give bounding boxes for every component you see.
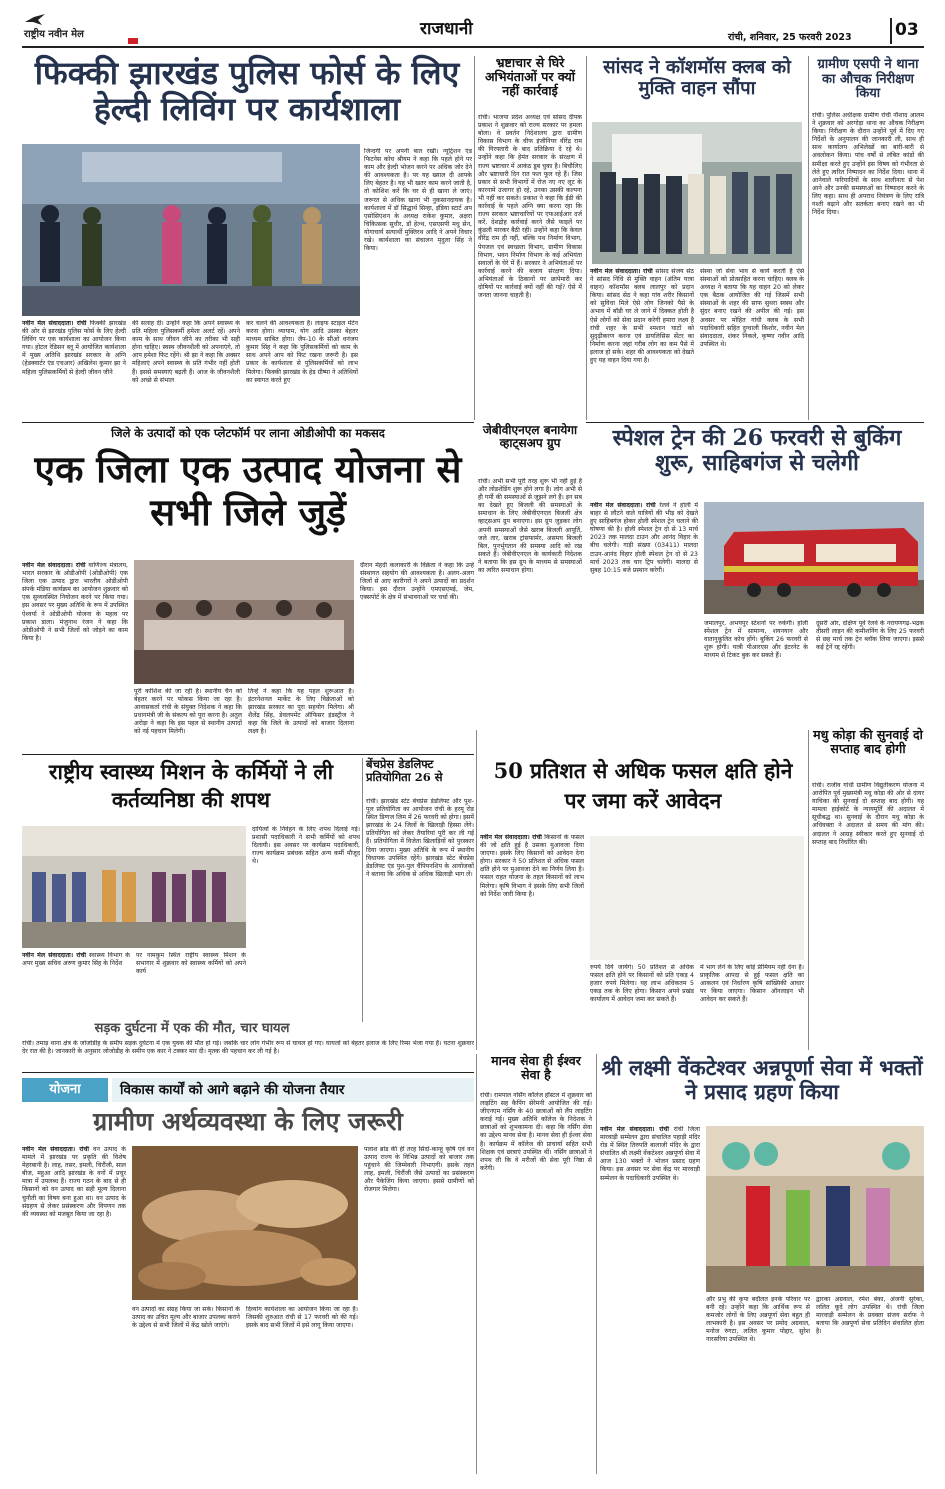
ficci-col-2: की सलाह दी। उन्होंने कहा कि अपने स्वास्थ्य के प्रति महिला पुलिसकर्मी हमेशा अलर्ट रहें। अपने काम के साथ जीवन जीने का तरीका भी सही होना चाहिए। स्वस्थ जीवनशैली को अपनाएंगे, तो आप हमेशा फिट रहेंगे। श्री झा ने कहा कि अक्सर महिलाएं अपने स्वास्थ्य के प्रति गंभीर नहीं होती हैं। इससे समस्याएं बढ़ती हैं। आज के जीवनशैली को अच्छे से संभाल <box>132 320 240 384</box>
yojana-story <box>22 1076 474 1476</box>
train-headline: स्पेशल ट्रेन की 26 फरवरी से बुकिंग शुरू, साहिबगंज से चलेगी <box>612 425 902 476</box>
sansad-photo <box>592 122 802 264</box>
yojana-byline: नवीन मेल संवाददाता। रांची <box>22 1146 89 1153</box>
yojana-col-3: दिव्यांग कार्यशाला का आयोजन किया जा रहा है। जिसकी शुरुआत रांची से 17 फरवरी को की गई। इसके बाद सभी जिलों में इसे लागू किया जाएगा। <box>246 1306 358 1330</box>
madhu-text: रांची। राजीव गांधी ग्रामीण विद्युतीकरण योजना में आरोपित पूर्व मुख्यमंत्री मधु कोड़ा की ओर से दायर याचिका की सुनवाई दो सप्ताह बाद होगी। यह मामला हाईकोर्ट के न्यायमूर्ति की अदालत में सूचीबद्ध था। सुनवाई के दौरान मधु कोड़ा के अधिवक्ता ने अदालत से समय की मांग की। अदालत ने आग्रह स्वीकार करते हुए सुनवाई दो सप्ताह बाद निर्धारित की। <box>812 782 924 846</box>
bird-logo-icon <box>24 12 46 26</box>
odop-story <box>22 426 474 752</box>
accident-text: रांची। तमाड़ थाना क्षेत्र के जोजोडीह के समीप सड़क दुर्घटना में एक युवक की मौत हो गई। जबकि चार लोग गंभीर रूप से घायल हो गए। घायलों को बेहतर इलाज के लिए रिम्स भेजा गया है। घटना शुक्रवार देर रात की है। जानकारी के अनुसार जोजोडीह के समीप एक कार ने टक्कर मार दी। मृतक की पहचान कर ली गई है। <box>22 1040 474 1056</box>
ficci-headline: फिक्की झारखंड पुलिस फोर्स के लिए हेल्दी लिविंग पर कार्यशाला <box>34 54 460 128</box>
page-number: 03 <box>895 20 919 40</box>
yojana-col-4: पलाश ब्रांड की ही तरह सिदो-कान्हू कृषि एवं वन उत्पाद राज्य के विभिन्न उत्पादों को बाजार तक पहुंचाने की जिम्मेवारी निभाएगी। इसके तहत लाह, इमली, चिरौंजी जैसे उत्पादों का प्रसंस्करण और पैकेजिंग किया जाएगा। इससे ग्रामीणों को रोजगार मिलेगा। <box>364 1146 474 1194</box>
odop-col-3: दौरान मेंहदी कलाकारी के विक्रेता ने कहा कि उन्हें संस्थागत सहयोग की आवश्यकता है। अलग-अलग जिलों से आए कारीगरों ने अपने उत्पादों का प्रदर्शन किया। इस दौरान उन्होंने एमएसएमई, जेम, एक्सपोर्ट के क्षेत्र में संभावनाओं पर चर्चा की। <box>360 562 474 602</box>
odop-photo <box>134 560 354 684</box>
train-byline: नवीन मेल संवाददाता। रांची <box>590 502 656 509</box>
column-divider <box>474 56 475 420</box>
yojana-col-2: वन उत्पादों का संग्रह किया जा सके। किसानों के उत्पाद का उचित मूल्य और बाजार उपलब्ध कराने के उद्देश्य से सभी जिलों में केंद्र खोले जाएंगे। <box>132 1306 240 1330</box>
sansad-story <box>590 56 804 420</box>
venkatesh-col-1 <box>600 1126 700 1474</box>
nhm-story <box>22 758 360 1022</box>
column-divider <box>586 56 587 420</box>
column-divider <box>362 758 363 1022</box>
page-date: रांची, शनिवार, 25 फरवरी 2023 <box>728 32 852 43</box>
venkatesh-byline: नवीन मेल संवाददाता। रांची <box>600 1126 669 1133</box>
column-divider <box>476 730 477 1050</box>
bhrashtachar-text: रांची। भाजपा प्रदेश अध्यक्ष एवं सांसद दीपक प्रकाश ने शुक्रवार को राज्य सरकार पर हमला बोला। वे प्रवर्तन निदेशालय द्वारा ग्रामीण विकास विभाग के चीफ इंजीनियर वीरेंद्र राम की गिरफ्तारी के बाद प्रतिक्रिया दे रहे थे। उन्होंने कहा कि हेमंत सरकार के संरक्षण में राज्य भ्रष्टाचार में आकंठ डूब चुका है। बिचौलिए और भ्रष्टाचारी दिन रात फल फूल रहे हैं। जिस प्रकार से सभी विभागों में रोज नए नए लूट के कारनामे उजागर हो रहे, उनका उसकी कल्पना भी नहीं कर सकते। प्रकाश ने कहा कि ईडी की कार्रवाई के पहले अग्नि क्या करना रहा कि राज्य सरकार भ्रष्टाचारियों पर एफआईआर दर्ज करें, देशद्रोह कार्रवाई करने जैसे फाइलें पर कुंडली मारकर बैठी रही। उन्होंने कहा कि केवल वीरेंद्र राम ही नहीं, बल्कि पथ निर्माण विभाग, पेयजल एवं स्वच्छता विभाग, ग्रामीण विकास विभाग, भवन निर्माण विभाग के कई अभियंता सवालों के घेरे में हैं। सरकार ने अभियंताओं पर कार्रवाई करने की बजाय संरक्षण दिया। अभियंताओं के ठिकानों पर छापेमारी कर दोषियों पर कार्रवाई क्यों नहीं की गई? ऐसे में जनता जानना चाहती है। <box>478 114 582 300</box>
nhm-col-1 <box>22 952 130 1022</box>
madhu-story <box>812 728 924 1050</box>
odop-col-4: तिन्हें ने कहा कि यह पहल शुरूआत है। इंटरनेशनल मार्केट के लिए विक्रेताओं को झारखंड सरकार का पूरा सहयोग मिलेगा। श्री शैलेंद्र सिंह, डेवलपमेंट ऑफिसर इंडस्ट्रीज ने कहा कि जिले के उत्पादों को बाजार दिलाना लक्ष्य है। <box>248 688 354 736</box>
nhm-headline: राष्ट्रीय स्वास्थ्य मिशन के कर्मियों ने ली कर्तव्यनिष्ठा की शपथ <box>48 759 334 813</box>
venkatesh-headline: श्री लक्ष्मी वेंकटेश्वर अन्नपूर्णा सेवा में भक्तों ने प्रसाद ग्रहण किया <box>601 1055 923 1104</box>
train-story <box>590 426 924 726</box>
sansad-byline: नवीन मेल संवाददाता। रांची <box>590 268 653 275</box>
sansad-col-2: संस्था जो सेवा भाव से कार्य करती है ऐसे संस्थाओं को प्रोत्साहित करना चाहिए। क्लब के अध्यक्ष ने बताया कि यह वाहन 20 को लेकर एक बैठक आयोजित की गई जिसमें सभी संस्थाओं के शहर की साफ सुथरा स्वस्थ और सुंदर बनाए रखने की अपील की गई। इस अवसर पर मोहित गांधी क्लब के सभी पदाधिकारी सहित दुग्धाली किशोर, नवीन मेल संवाददाता, शंकर निकले, कृष्णा नवीन आदि उपस्थित थे। <box>700 268 804 348</box>
odop-kicker: जिले के उत्पादों को एक प्लेटफॉर्म पर लाना ओडीओपी का मकसद <box>111 426 385 440</box>
venkatesh-col-3: द्वारका अग्रवाल, रमेश बंका, अंजनी सुरेका, ललित कूदे लोग उपस्थित थे। रांची जिला मारवाड़ी सम्मेलन के प्रवक्ता संजय सर्राफ ने बताया कि अन्नपूर्णा सेवा प्रतिदिन संचालित होता है। <box>816 1296 924 1336</box>
venkatesh-photo <box>706 1126 924 1292</box>
sp-story <box>812 56 924 420</box>
jbvnl-story <box>478 424 582 724</box>
ficci-text-1: फिक्की झारखंड की ओर से झारखंड पुलिस फोर्स के लिए हेल्दी लिविंग पर एक कार्यशाला का आयोजन किया गया। होटल रेडिसन ब्लू में आयोजित कार्यशाला में मुख्य अतिथि झारखंड सरकार के अग्नि (हेडक्वार्टर एंड एचआर) अखिलेश कुमार झा ने महिला पुलिसकर्मियों से हेल्दी जीवन जीने <box>22 320 126 376</box>
fasal-story <box>480 756 806 1050</box>
chess-story <box>366 758 474 1052</box>
fasal-photo <box>590 836 804 960</box>
nhm-byline: नवीन मेल संवाददाता। रांची <box>22 952 86 959</box>
fasal-col-2: रुपये दिये जायेंगे। 50 प्रतिशत से अधिक फसल क्षति होने पर किसानों को प्रति एकड़ 4 हजार रुपये मिलेगा। यह लाभ अधिकतम 5 एकड़ तक के लिए होगा। किसान अपने प्रखंड कार्यालय में आवेदन जमा कर सकते हैं। <box>590 964 694 1004</box>
train-col-1 <box>590 502 698 726</box>
accident-headline: सड़क दुर्घटना में एक की मौत, चार घायल <box>94 1021 290 1036</box>
nhm-col-3: दायित्वों के निर्वहन के लिए शपथ दिलाई गई। प्रशासी पदाधिकारी ने सभी कर्मियों को शपथ दिलायी। इस अवसर पर कार्यक्रम पदाधिकारी, राज्य कार्यक्रम प्रबंधक सहित अन्य कर्मी मौजूद थे। <box>252 826 360 866</box>
manav-story <box>480 1054 592 1474</box>
sansad-headline: सांसद ने कॉशमॉस क्लब को मुक्ति वाहन सौंपा <box>603 57 791 99</box>
fasal-col-1 <box>480 834 584 1050</box>
section-rule <box>586 422 924 423</box>
accident-story <box>22 1021 474 1070</box>
sp-headline: ग्रामीण एसपी ने थाना का औचक निरीक्षण किया <box>817 57 919 102</box>
nhm-photo <box>22 826 246 948</box>
bhrashtachar-headline: भ्रष्टाचार से घिरे अभियंताओं पर क्यों नहीं कार्रवाई <box>484 55 576 98</box>
yojana-photo <box>132 1146 358 1300</box>
ficci-byline: नवीन मेल संवाददाता। रांची <box>22 320 87 327</box>
sp-text: रांची। पुलिस अधीक्षक ग्रामीण रांची नौशाद आलम ने शुक्रवार को अरगोड़ा थाना का औचक निरीक्षण किया। निरीक्षण के दौरान उन्होंने पूर्व में दिए गए निर्देशों के अनुपालन की जानकारी ली, साथ ही साथ कार्यालय अभिलेखों का बारी-बारी से अवलोकन किया। पांच वर्षों से लंबित कांडों की समीक्षा करते हुए उन्होंने इस विषय को गंभीरता से लेते हुए त्वरित निष्पादन का निर्देश दिया। थाना में आनेवाले फरियादियों के साथ शालीनता से पेश आने और उनकी समस्याओं का निष्पादन करने के लिए कहा। साथ ही अपराध नियंत्रण के लिए रात्रि गश्ती बढ़ाने और सतर्कता बनाए रखने का भी निर्देश दिया। <box>812 112 924 217</box>
fasal-byline: नवीन मेल संवाददाता। रांची <box>480 834 542 841</box>
bhrashtachar-story <box>478 56 582 420</box>
odop-headline: एक जिला एक उत्पाद योजना से सभी जिले जुड़ें <box>34 447 462 534</box>
ficci-story <box>22 52 472 420</box>
sansad-col-1 <box>590 268 694 420</box>
venkatesh-text-1: रांची जिला मारवाड़ी सम्मेलन द्वारा संचालित पहाड़ी मंदिर रोड में स्थित तिरुपति बालाजी मंदिर के द्वारा संचालित श्री लक्ष्मी वेंकटेश्वर अन्नपूर्णा सेवा में आज 130 भक्तों ने भोजन प्रसाद ग्रहण किया। इस अवसर पर सेवा केंद्र पर मारवाड़ी सम्मेलन के पदाधिकारी उपस्थित थे। <box>600 1126 700 1182</box>
ficci-col-1 <box>22 320 126 420</box>
madhu-headline: मधु कोड़ा की सुनवाई दो सप्ताह बाद होगी <box>813 727 923 756</box>
logo-accent <box>128 38 138 44</box>
ficci-col-3: कर चलने की आवश्यकता है। लाइफ स्टाइल मेंटेन करना होगा। व्यायाम, योग आदि उसका बेहतर माध्यम साबित होगा। जैप-10 के सीओ धनंजय कुमार सिंह ने कहा कि पुलिसकर्मियों को काम के साथ अपने आप को फिट रखना जरूरी है। इस प्रकार के कार्यशाला से पुलिसकर्मियों को लाभ मिलेगा। फिक्की झारखंड के हेड ग्रीष्मा ने अतिथियों का स्वागत करते हुए <box>246 320 358 384</box>
venkatesh-col-2: और प्रभु की कृपा बदौलत इनके परिवार पर बनी रहे। उन्होंने कहा कि आर्थिक रूप से कमजोर लोगों के लिए अन्नपूर्णा सेवा बहुत ही लाभकारी है। इस अवसर पर प्रमोद अग्रवाल, मनोज रुंगटा, ललित कुमार पोद्दार, सुरेश नारसरिया उपस्थित थे। <box>706 1296 810 1344</box>
jbvnl-text: रांची। अभी सभी पूरी तरह शुरू भी नहीं हुई है और लोडशेडिंग शुरू होने लगा है। लोग अभी से ही गर्मी की समस्याओं से जूझने लगे हैं। इन सब का देखते हुए बिजली की समस्याओं के समाधान के लिए जेबीवीएनएल बिजली क्षेत्र व्हाट्सअप ग्रुप बनाएगा। इस ग्रुप जुड़कर लोग अपनी समस्याओं जैसे खराब बिजली आपूर्ति, जले तार, खराब ट्रांसफार्मर, असमय बिजली बिल, पुनर्भुगतान की समस्या आदि को रख सकते हैं। जेबीवीएनएल के कार्यकारी निदेशक ने बताया कि इस ग्रुप के माध्यम से समस्याओं का त्वरित समाधान होगा। <box>478 478 582 575</box>
yojana-text-1: वन उत्पाद के मामले में झारखंड पर प्रकृति की विशेष मेहरबानी है। लाह, तसर, इमली, चिरौंजी, साल बीज, महुआ आदि झारखंड के वनों में प्रचुर मात्रा में उपलब्ध हैं। राज्य गठन के बाद से ही किसानों को वन उत्पाद का सही मूल्य दिलाना चुनौती का विषय बना हुआ था। वन उत्पाद के संग्रहण से लेकर प्रसंस्करण और विपणन तक की व्यवस्था को मजबूत किया जा रहा है। <box>22 1146 126 1218</box>
ficci-col-4: जिन्दगी पर अपनी बात रखीं। न्यूट्रिशन एंड फिटनेस कोच श्रीयम ने कहा कि पहले होने पर काम और हेल्दी भोजन करने पर अधिक जोर देने की आवश्यकता है। पर यह ख्याल दी आपके लिए बेहतर है। यह भी खतर काम करने जाती है, तो कोशिश करें कि घर से ही खाना ले जाएं। जरूरत से अधिक खाना भी नुकसानदायक है। कार्यशाला में डॉ सिद्धार्थ सिन्हा, इंडिया स्टार्ट अप एसोसिएशन के अध्यक्ष राकेश कुमार, अक्षरा चिकित्सक सुधीर, डॉ हेल्थ, एसएसपी मधु सेन, योगाचार्य सत्यार्थी मुक्तिरथ आदि ने अपने विचार रखे। कार्यशाला का संचालन मृदुला सिंह ने किया। <box>364 148 472 253</box>
masthead <box>0 0 945 48</box>
odop-byline: नवीन मेल संवाददाता। रांची <box>22 562 86 569</box>
section-rule <box>22 422 474 423</box>
section-rule <box>22 1072 474 1073</box>
venkatesh-story <box>600 1054 924 1474</box>
yojana-headline: ग्रामीण अर्थव्यवस्था के लिए जरूरी <box>93 1107 403 1136</box>
manav-text: रांची। रामपाल नर्सिंग कॉलेज हॉस्टल में शुक्रवार को लाइटिंग सह कैपिंग सेरेमनी आयोजित की गई। जीएनएम नर्सिंग के 40 छात्राओं को लैंप लाइटिंग कराई गई। मुख्य अतिथि कॉलेज के निदेशक ने छात्राओं को शुभकामना दी। कहा कि नर्सिंग सेवा का उद्देश्य मानव सेवा है। मानव सेवा ही ईश्वर सेवा है। कार्यक्रम में कॉलेज की प्राचार्या सहित सभी शिक्षक एवं छात्राएं उपस्थित थीं। नर्सिंग छात्राओं ने शपथ ली कि वे मरीजों की सेवा पूरी निष्ठा से करेंगी। <box>480 1092 592 1172</box>
column-divider <box>808 730 809 1050</box>
column-divider <box>476 1054 477 1474</box>
jbvnl-headline: जेबीवीएनएल बनायेगा व्हाट्सअप ग्रुप <box>482 423 578 451</box>
nhm-text-1: स्वास्थ्य विभाग के अपर मुख्य सचिव अरुण कुमार सिंह के निर्देश <box>22 952 130 968</box>
masthead-rule <box>22 46 924 48</box>
yojana-col-1 <box>22 1146 126 1476</box>
ficci-photo <box>22 144 360 316</box>
manav-headline: मानव सेवा ही ईश्वर सेवा है <box>491 1053 581 1082</box>
yojana-kicker: विकास कार्यों को आगे बढ़ाने की योजना तैयार <box>112 1078 474 1102</box>
odop-text-1: वाणिज्य मंत्रालय, भारत सरकार के ओडीओपी (ओडीओपी) एक जिला एक उत्पाद द्वारा भारतीय ओडीओपी संपर्क मंडिया कार्यक्रम का आयोजन शुक्रवार को एक सुव्यवस्थित नियोजन करने पर किया गया। इस अवसर पर मुख्य अतिथि के रूप में उपस्थित ऐश्वर्या ने ओडीओपी योजना के महत्व पर प्रकाश डाला। मंजुनाथ रंजन ने कहा कि ओडीओपी ने सभी जिलों को जोड़ने का काम किया है। <box>22 562 128 642</box>
odop-col-2: पूरी कोशिश की जा रही है। स्थानीय चैन को बेहतर करने पर फोकस किया जा रहा है। आवासकर्ता रांची के संयुक्त निदेशक ने कहा कि प्रधानमंत्री जी के संकल्प को पूरा करना है। अतुल अरोड़ा ने कहा कि इस पहल से स्थानीय उत्पादों को नई पहचान मिलेगी। <box>134 688 242 736</box>
train-col-2: जमालपुर, अभयपुर स्टेशनों पर रुकेगी। होली स्पेशल ट्रेन में सामान्य, शयनयान और वातानुकूलित कोच होंगे। बुकिंग 26 फरवरी से शुरू होगी। यात्री पीआरएस और इंटरनेट के माध्यम से टिकट बुक कर सकते हैं। <box>704 620 808 660</box>
train-col-3: दूसरी ओर, दक्षिण पूर्व रेलवे के नरायणगढ़-भद्रक तीसरी लाइन की कमीशनिंग के लिए 25 फरवरी से छह मार्च तक ट्रेन ब्लॉक लिया जाएगा। इससे कई ट्रेनें रद्द रहेंगी। <box>816 620 924 652</box>
chess-headline: बेंचप्रेस डेडलिफ्ट प्रतियोगिता 26 से <box>366 757 443 784</box>
odop-col-1 <box>22 562 128 702</box>
fasal-headline: 50 प्रतिशत से अधिक फसल क्षति होने पर जमा करें आवेदन <box>493 758 793 814</box>
masthead-logo: राष्ट्रीय नवीन मेल <box>24 29 84 40</box>
sansad-text-1: सांसद संजय सेठ ने सांसद निधि से मुक्ति वाहन (अंतिम यात्रा वाहन) कॉशमॉस क्लब लालपुर को प्रदान किया। सांसद सेठ ने कहा गांव शरीर किसानों को सुविधा मिले ऐसे लोग जिनको पैसे के अभाव में बॉडी घर ले जाने में दिक्कत होती है ऐसे लोगों को सेवा प्रदान करेगी हमारा लक्ष्य है रांची शहर के सभी श्मशान घाटों को सुदृढ़ीकरण करना एवं डायलिसिस सेंटर का निर्माण करना जहां गरीब लोग का कम पैसे में इलाज हो सके। शहर की आवश्यकता को देखते हुए यह वाहन दिया गया है। <box>590 268 694 365</box>
column-divider <box>596 1054 597 1474</box>
yojana-tag: योजना <box>22 1078 108 1102</box>
chess-text: रांची। झारखंड स्टेट बेंचप्रेस डेडलिफ्ट और पुश-पुल प्रतियोगिता का आयोजन रांची के हरमू रोड स्थित डिग्गज जिम में 26 फरवरी को होगा। इसमें झारखंड के 24 जिलों के खिलाड़ी हिस्सा लेंगे। प्रतियोगिता को लेकर तैयारियां पूरी कर ली गई हैं। प्रतियोगिता में विजेता खिलाड़ियों को पुरस्कार दिया जाएगा। मुख्य अतिथि के रूप में स्थानीय विधायक उपस्थित रहेंगे। झारखंड स्टेट बेंचप्रेस डेडलिफ्ट एंड पुश-पुल चैंपियनशिप के आयोजकों ने बताया कि अधिक से अधिक खिलाड़ी भाग लें। <box>366 798 474 878</box>
nhm-col-2: पर नामकुम स्थित राष्ट्रीय स्वास्थ्य मिशन के सभागार में शुक्रवार को स्वास्थ्य कर्मियों को अपने कार्य <box>136 952 246 976</box>
section-name: राजधानी <box>420 19 473 39</box>
train-photo <box>704 502 924 614</box>
page-number-divider <box>890 18 892 44</box>
column-divider <box>808 56 809 420</box>
fasal-text-1: किसानों के फसल की जो क्षति हुई है उसका मुआवजा दिया जाएगा। इसके लिए किसानों को आवेदन देना होगा। सरकार ने 50 प्रतिशत से अधिक फसल क्षति होने पर मुआवजा देने का निर्णय लिया है। फसल राहत योजना के तहत किसानों को लाभ मिलेगा। कृषि विभाग ने इसके लिए सभी जिलों को निर्देश जारी किया है। <box>480 834 584 898</box>
fasal-col-3: में भाग लेने के लिए कोई प्रीमियम नहीं देना है। प्राकृतिक आपदा से हुई फसल क्षति का आकलन एवं निर्धारण कृषि सांख्यिकी आधार पर किया जाएगा। किसान ऑनलाइन भी आवेदन कर सकते हैं। <box>700 964 804 1004</box>
section-rule <box>22 754 474 755</box>
train-text-1: रेलवे ने होली में बाहर से लौटने वाले यात्रियों की भीड़ को देखते हुए साहिबगंज होकर होली स्पेशल ट्रेन चलाने की घोषणा की है। होली स्पेशल ट्रेन दो से 13 मार्च 2023 तक मालदा टाउन और आनंद विहार के बीच चलेगी। गाड़ी संख्या (03411) मालदा टाउन-आनंद विहार होली स्पेशल ट्रेन दो से 23 मार्च 2023 तक चार ट्रिप चलेगी। मालदा से सुबह 10:15 बजे प्रस्थान करेगी। <box>590 502 698 574</box>
